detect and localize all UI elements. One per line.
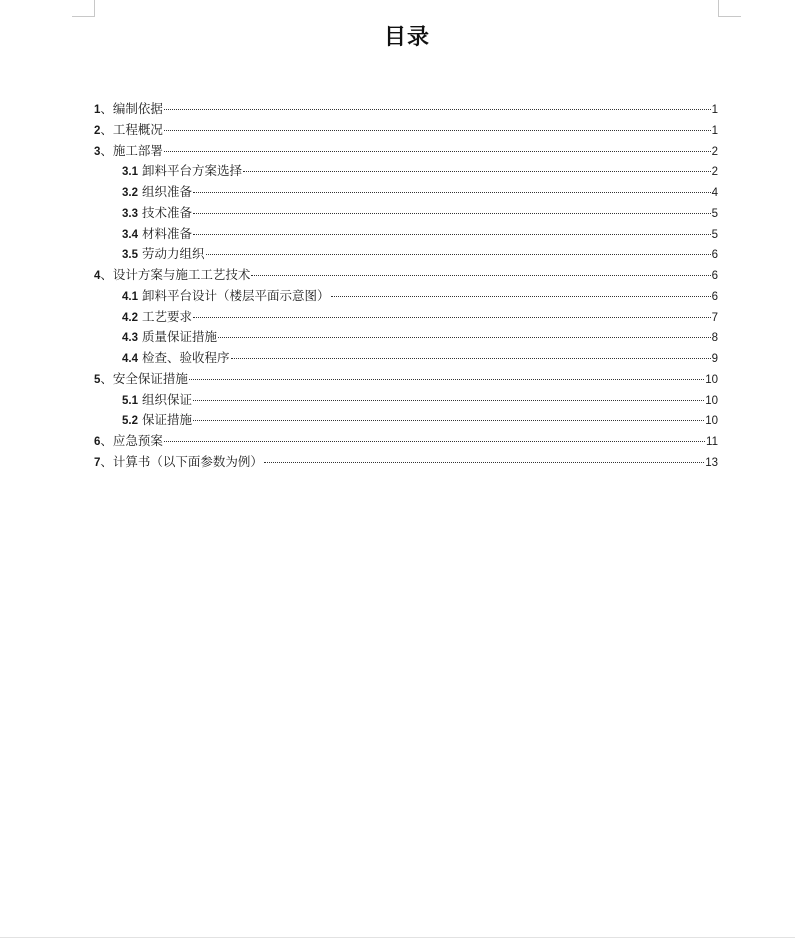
toc-entry-title: 施工部署 (112, 142, 163, 158)
toc-dot-leader (164, 109, 711, 110)
toc-dot-leader (331, 296, 711, 297)
toc-entry-page-number: 10 (705, 415, 718, 428)
toc-entry-number: 1 (94, 104, 101, 116)
toc-dot-leader (193, 192, 711, 193)
toc-entry-title: 检查、验收程序 (141, 350, 230, 365)
toc-entry[interactable] (94, 327, 718, 348)
toc-dot-leader (193, 400, 704, 401)
toc-dot-leader (251, 275, 710, 276)
toc-entry-separator: 、 (100, 267, 113, 282)
toc-entry-page-number: 10 (705, 394, 718, 407)
toc-entry-title: 组织保证 (141, 391, 192, 407)
toc-entry-page-number: 1 (711, 124, 718, 137)
toc-title: 目录 (383, 25, 430, 50)
toc-entry-page-number: 10 (705, 373, 718, 386)
toc-entry-page-number: 8 (711, 332, 718, 345)
toc-dot-leader (264, 462, 704, 463)
toc-dot-leader (193, 420, 704, 421)
toc-entry-page-number: 2 (711, 166, 718, 179)
toc-dot-leader (231, 358, 711, 359)
toc-entry[interactable] (94, 307, 718, 328)
toc-entry-title: 技术准备 (141, 204, 192, 220)
toc-entry[interactable] (94, 410, 718, 431)
toc-entry[interactable] (94, 244, 718, 265)
toc-entry-title: 编制依据 (112, 101, 163, 116)
toc-entry-title: 质量保证措施 (141, 329, 217, 345)
toc-entry-page-number: 6 (711, 249, 718, 262)
toc-entry-page-number: 2 (711, 145, 718, 158)
toc-entry[interactable] (94, 286, 718, 307)
toc-entry[interactable] (94, 348, 718, 369)
toc-entry-title: 应急预案 (112, 433, 163, 448)
page-corner-mark-top-right (718, 0, 741, 17)
toc-entry-number: 4 (94, 270, 101, 282)
toc-entry-number: 3.5 (122, 249, 138, 262)
toc-entry-page-number: 6 (711, 270, 718, 282)
toc-dot-leader (193, 234, 711, 235)
toc-dot-leader (218, 337, 711, 338)
toc-entry-title: 工艺要求 (141, 308, 192, 324)
toc-entry[interactable] (94, 224, 718, 245)
toc-entry-number: 4.4 (122, 353, 138, 365)
toc-entry-title: 工程概况 (112, 121, 163, 137)
toc-entry-title: 计算书（以下面参数为例） (112, 453, 263, 469)
toc-entry[interactable] (94, 452, 718, 473)
toc-entry-page-number: 5 (711, 207, 718, 220)
toc-entry-separator: 、 (100, 370, 113, 386)
toc-entry-title: 材料准备 (141, 225, 192, 241)
toc-entry[interactable] (94, 390, 718, 411)
toc-entry-title: 设计方案与施工工艺技术 (112, 267, 251, 282)
toc-entry[interactable] (94, 120, 718, 141)
toc-entry-page-number: 5 (711, 228, 718, 241)
toc-entry-page-number: 6 (711, 290, 718, 303)
toc-entry-number: 5.1 (122, 394, 138, 407)
toc-entry-title: 卸料平台设计（楼层平面示意图） (141, 287, 330, 303)
toc-entry-number: 4.3 (122, 332, 138, 345)
toc-entry-number: 3.3 (122, 207, 138, 220)
toc-entry-page-number: 9 (711, 353, 718, 365)
toc-entry-number: 2 (94, 124, 101, 137)
toc-dot-leader (193, 213, 711, 214)
toc-entry-number: 5 (94, 373, 101, 386)
toc-entry-separator: 、 (100, 101, 113, 116)
toc-entry-number: 7 (94, 456, 101, 469)
toc-entry[interactable] (94, 141, 718, 162)
toc-entry-number: 3.2 (122, 187, 138, 199)
toc-entry-page-number: 1 (711, 104, 718, 116)
toc-entry-number: 3.1 (122, 166, 138, 179)
toc-entry-number: 4.2 (122, 311, 138, 324)
toc-entry-page-number: 13 (705, 456, 718, 469)
toc-entry-separator: 、 (100, 453, 113, 469)
toc-entry-page-number: 7 (711, 311, 718, 324)
toc-entry-title: 保证措施 (141, 412, 192, 428)
toc-dot-leader (243, 171, 711, 172)
toc-entry-number: 3 (94, 145, 101, 158)
toc-entry-number: 5.2 (122, 415, 138, 428)
toc-entry-separator: 、 (100, 121, 113, 137)
toc-entry-separator: 、 (100, 142, 113, 158)
toc-entry-number: 6 (94, 436, 101, 448)
toc-entry-page-number: 4 (711, 187, 718, 199)
toc-entry[interactable] (94, 431, 718, 452)
toc-dot-leader (164, 130, 711, 131)
toc-dot-leader (206, 254, 711, 255)
toc-entry-title: 安全保证措施 (112, 370, 188, 386)
toc-entry-title: 劳动力组织 (141, 246, 205, 262)
toc-dot-leader (164, 441, 705, 442)
toc-entry-separator: 、 (100, 433, 113, 448)
toc-dot-leader (189, 379, 704, 380)
toc-entry-number: 3.4 (122, 228, 138, 241)
page-bottom-edge (0, 937, 795, 938)
toc-entry-title: 卸料平台方案选择 (141, 163, 242, 179)
toc-entry[interactable] (94, 99, 718, 120)
toc-entry-page-number: 11 (706, 436, 718, 448)
toc-entry[interactable] (94, 265, 718, 286)
toc-entry-title: 组织准备 (141, 184, 192, 199)
toc-dot-leader (164, 151, 711, 152)
page-corner-mark-top-left (72, 0, 95, 17)
toc-entry[interactable] (94, 161, 718, 182)
toc-entry-number: 4.1 (122, 290, 138, 303)
toc-entry[interactable] (94, 182, 718, 203)
toc-dot-leader (193, 317, 711, 318)
toc-entry[interactable] (94, 203, 718, 224)
table-of-contents (94, 99, 718, 473)
toc-entry[interactable] (94, 369, 718, 390)
